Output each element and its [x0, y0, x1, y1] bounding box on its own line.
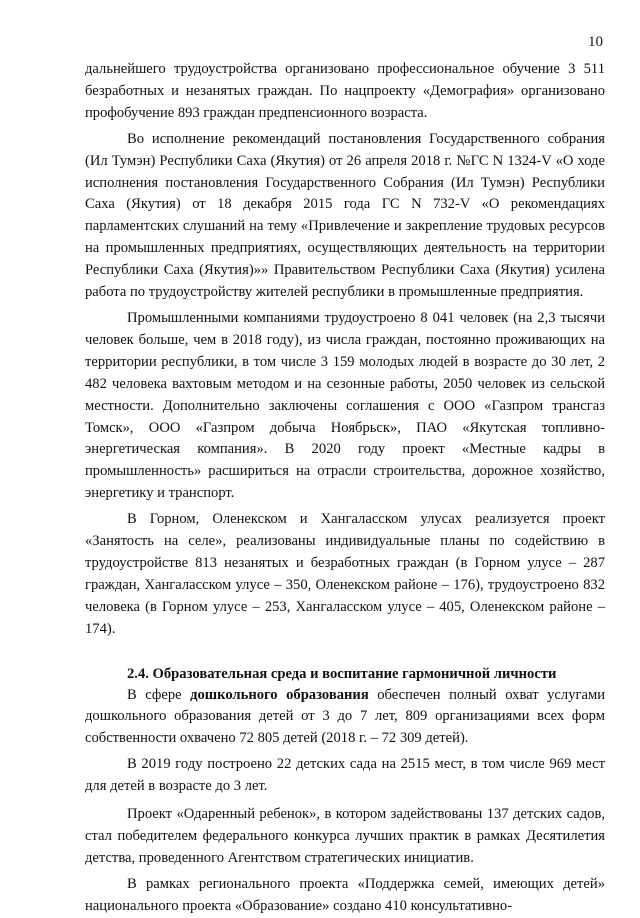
paragraph-preschool-education [85, 685, 605, 751]
page-number: 10 [588, 34, 603, 50]
preschool-rest: обеспечен полный охват услугами дошкольного образования детей от 3 до 7 лет, 809 организациями всех форм собственности охвачено 72 805 детей (2018 г. – 72 309 детей). [85, 686, 606, 747]
preschool-prefix: В сфере [127, 686, 191, 703]
paragraph-gifted-child-project: Проект «Одаренный ребенок», в котором задействованы 137 детских садов, стал победителем федерального конкурса лучших практик в рамках Десятилетия детства, проведенного Агентством стратегических инициатив. [85, 806, 605, 866]
paragraph-kindergartens-built: В 2019 году построено 22 детских сада на 2515 мест, в том числе 969 мест для детей в возрасте до 3 лет. [85, 756, 605, 795]
paragraph-family-support: В рамках регионального проекта «Поддержка семей, имеющих детей» национального проекта «Образование» создано 410 консультативно- [85, 875, 605, 914]
paragraph-rural-employment: В Горном, Оленекском и Хангаласском улусах реализуется проект «Занятость на селе», реализованы индивидуальные планы по содействию в трудоустройстве 813 незанятых и безработных граждан (в Горном улусе – 287 граждан, Хангаласском улусе – 350, Оленекском районе – 176), трудоустроено 832 человека (в Горном улусе – 253, Хангаласском улусе – 405, Оленекском районе – 174). [85, 511, 605, 637]
paragraph-continuation: дальнейшего трудоустройства организовано профессиональное обучение 3 511 безработных и незанятых граждан. По нацпроекту «Демография» организовано профобучение 893 граждан предпенсионного возраста. [85, 61, 605, 121]
paragraph-recommendations: Во исполнение рекомендаций постановления Государственного собрания (Ил Тумэн) Республики Саха (Якутия) от 26 апреля 2018 г. №ГС N 1324-V «О ходе исполнения постановления Государственного Собрания (Ил Тумэн) Республики Саха (Якутия) от 18 декабря 2015 года ГС N 732-V «О рекомендациях парламентских слушаний на тему «Привлечение и закрепление трудовых ресурсов на промышленных предприятиях, осуществляющих деятельность на территории Республики Саха (Якутия)»» Правительством Республики Саха (Якутия) усилена работа по трудоустройству жителей республики в промышленные предприятия. [85, 130, 605, 301]
paragraph-industrial-employment: Промышленными компаниями трудоустроено 8 041 человек (на 2,3 тысячи человек больше, чем в 2018 году), из числа граждан, постоянно проживающих на территории республики, в том числе 3 159 молодых людей в возрасте до 30 лет, 2 482 человека вахтовым методом и на сезонные работы, 2050 человек из сельской местности. Дополнительно заключены соглашения с ООО «Газпром трансгаз Томск», ООО «Газпром добыча Ноябрьск», ПАО «Якутская топливно-энергетическая компания». В 2020 году проект «Местные кадры в промышленность» расшириться на отрасли строительства, дорожное хозяйство, энергетику и транспорт. [85, 309, 605, 502]
preschool-bold-term: дошкольного образования [190, 686, 369, 703]
document-body [85, 59, 605, 918]
section-heading: 2.4. Образовательная среда и воспитание гармоничной личности [127, 665, 557, 682]
